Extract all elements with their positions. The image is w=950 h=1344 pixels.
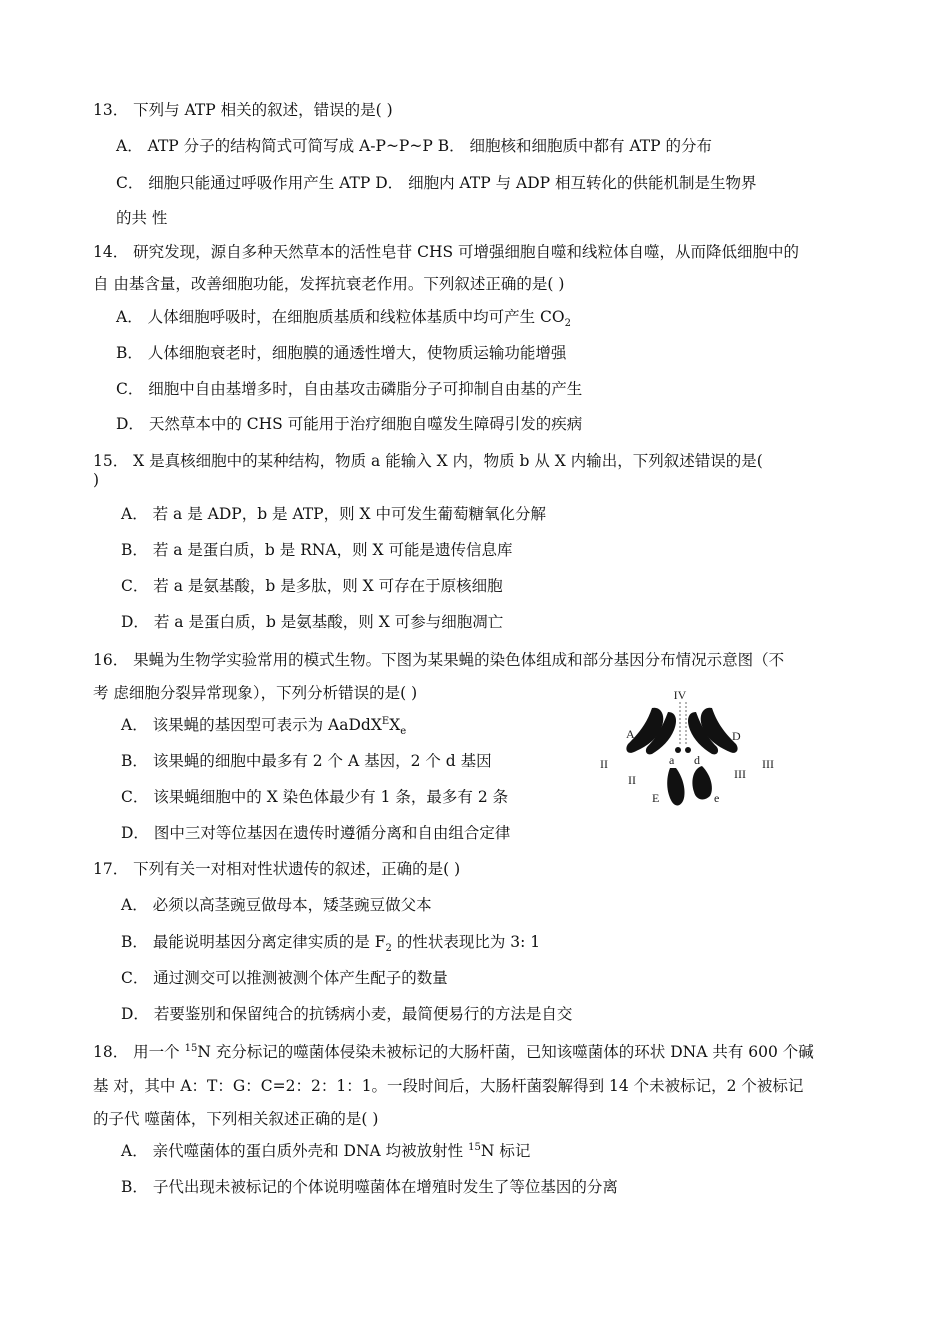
option-text: B． 最能说明基因分离定律实质的是 F bbox=[121, 933, 386, 951]
question-14-option-b: B． 人体细胞衰老时，细胞膜的通透性增大，使物质运输功能增强 bbox=[116, 344, 567, 362]
chromosome-diagram bbox=[596, 688, 776, 810]
question-17-option-a: A． 必须以高茎豌豆做母本，矮茎豌豆做父本 bbox=[121, 896, 432, 914]
question-16-option-b: B． 该果蝇的细胞中最多有 2 个 A 基因，2 个 d 基因 bbox=[121, 752, 492, 770]
question-17-stem: 17． 下列有关一对相对性状遗传的叙述，正确的是( ) bbox=[93, 860, 461, 878]
question-13-option-d-cont: 的共 性 bbox=[116, 209, 168, 227]
label-ii-left: II bbox=[600, 757, 608, 771]
question-15-option-c: C． 若 a 是氨基酸，b 是多肽，则 X 可存在于原核细胞 bbox=[121, 577, 503, 595]
question-17-option-d: D． 若要鉴别和保留纯合的抗锈病小麦，最简便易行的方法是自交 bbox=[121, 1005, 573, 1023]
chromosome-x bbox=[667, 768, 684, 805]
label-gene-a: a bbox=[669, 753, 675, 767]
question-13-stem: 13． 下列与 ATP 相关的叙述，错误的是( ) bbox=[93, 101, 393, 119]
option-text: N 标记 bbox=[480, 1142, 531, 1160]
option-text: A． 人体细胞呼吸时，在细胞质基质和线粒体基质中均可产生 CO bbox=[116, 308, 565, 326]
label-iii-inner: III bbox=[734, 767, 746, 781]
superscript: 15 bbox=[184, 1042, 198, 1054]
label-ii-inner: II bbox=[628, 773, 636, 787]
question-16-option-c: C． 该果蝇细胞中的 X 染色体最少有 1 条，最多有 2 条 bbox=[121, 788, 509, 806]
question-17-option-b bbox=[121, 932, 541, 955]
chromosome-iv-dot bbox=[675, 747, 681, 753]
question-15-option-d: D． 若 a 是蛋白质，b 是氨基酸，则 X 可参与细胞凋亡 bbox=[121, 613, 504, 631]
question-18-option-a bbox=[121, 1141, 530, 1161]
question-18-stem-3: 的子代 噬菌体，下列相关叙述正确的是( ) bbox=[93, 1110, 379, 1128]
question-15-option-a: A． 若 a 是 ADP，b 是 ATP，则 X 中可发生葡萄糖氧化分解 bbox=[121, 505, 546, 523]
label-iii-right: III bbox=[762, 757, 774, 771]
question-16-stem-1: 16． 果蝇为生物学实验常用的模式生物。下图为某果蝇的染色体组成和部分基因分布情况示意图（不 bbox=[93, 651, 785, 669]
question-15-stem-2: ) bbox=[93, 471, 100, 489]
question-15-stem-1: 15． X 是真核细胞中的某种结构，物质 a 能输入 X 内，物质 b 从 X 内输出，下列叙述错误的是( bbox=[93, 452, 763, 470]
label-gene-D: D bbox=[732, 729, 741, 743]
question-18-stem-1 bbox=[93, 1042, 814, 1062]
subscript: 2 bbox=[564, 318, 571, 330]
subscript: e bbox=[400, 726, 407, 738]
question-18-option-b: B． 子代出现未被标记的个体说明噬菌体在增殖时发生了等位基因的分离 bbox=[121, 1178, 618, 1196]
question-14-option-c: C． 细胞中自由基增多时，自由基攻击磷脂分子可抑制自由基的产生 bbox=[116, 380, 583, 398]
option-text: A． 该果蝇的基因型可表示为 AaDdX bbox=[121, 716, 382, 734]
option-text: X bbox=[389, 716, 401, 734]
label-gene-e: e bbox=[714, 791, 720, 805]
option-text: 的性状表现比为 3: 1 bbox=[391, 933, 541, 951]
chromosome-iv-dot bbox=[685, 747, 691, 753]
question-14-stem-2: 自 由基含量，改善细胞功能，发挥抗衰老作用。下列叙述正确的是( ) bbox=[93, 275, 565, 293]
stem-text: N 充分标记的噬菌体侵染未被标记的大肠杆菌，已知该噬菌体的环状 DNA 共有 600 个碱 bbox=[197, 1043, 814, 1061]
chromosome-x-short bbox=[692, 766, 712, 799]
question-13-options-cd: C． 细胞只能通过呼吸作用产生 ATP D． 细胞内 ATP 与 ADP 相互转化的供能机制是生物界 bbox=[116, 174, 757, 192]
superscript: 15 bbox=[468, 1141, 481, 1153]
question-17-option-c: C． 通过测交可以推测被测个体产生配子的数量 bbox=[121, 969, 448, 987]
question-14-option-d: D． 天然草本中的 CHS 可能用于治疗细胞自噬发生障碍引发的疾病 bbox=[116, 415, 583, 433]
question-16-option-a bbox=[121, 715, 407, 738]
question-15-option-b: B． 若 a 是蛋白质，b 是 RNA，则 X 可能是遗传信息库 bbox=[121, 541, 513, 559]
option-text: A． 亲代噬菌体的蛋白质外壳和 DNA 均被放射性 bbox=[121, 1142, 469, 1160]
question-14-stem-1: 14． 研究发现，源自多种天然草本的活性皂苷 CHS 可增强细胞自噬和线粒体自噬，从而降低细胞中的 bbox=[93, 243, 800, 261]
stem-text: 18． 用一个 bbox=[93, 1043, 185, 1061]
superscript: E bbox=[381, 715, 390, 727]
question-14-option-a bbox=[116, 307, 571, 330]
subscript: 2 bbox=[385, 943, 392, 955]
label-line bbox=[680, 702, 686, 746]
label-iv: IV bbox=[673, 688, 687, 702]
label-gene-A: A bbox=[626, 727, 635, 741]
label-gene-E: E bbox=[652, 791, 660, 805]
question-16-option-d: D． 图中三对等位基因在遗传时遵循分离和自由组合定律 bbox=[121, 824, 511, 842]
question-18-stem-2: 基 对，其中 A：T：G：C=2：2：1：1。一段时间后，大肠杆菌裂解得到 14 个未被标记，2 个被标记 bbox=[93, 1077, 804, 1095]
label-gene-d: d bbox=[694, 753, 700, 767]
question-13-options-ab: A． ATP 分子的结构简式可简写成 A-P~P~P B． 细胞核和细胞质中都有 ATP 的分布 bbox=[116, 137, 712, 155]
question-16-stem-2: 考 虑细胞分裂异常现象），下列分析错误的是( ) bbox=[93, 684, 418, 702]
